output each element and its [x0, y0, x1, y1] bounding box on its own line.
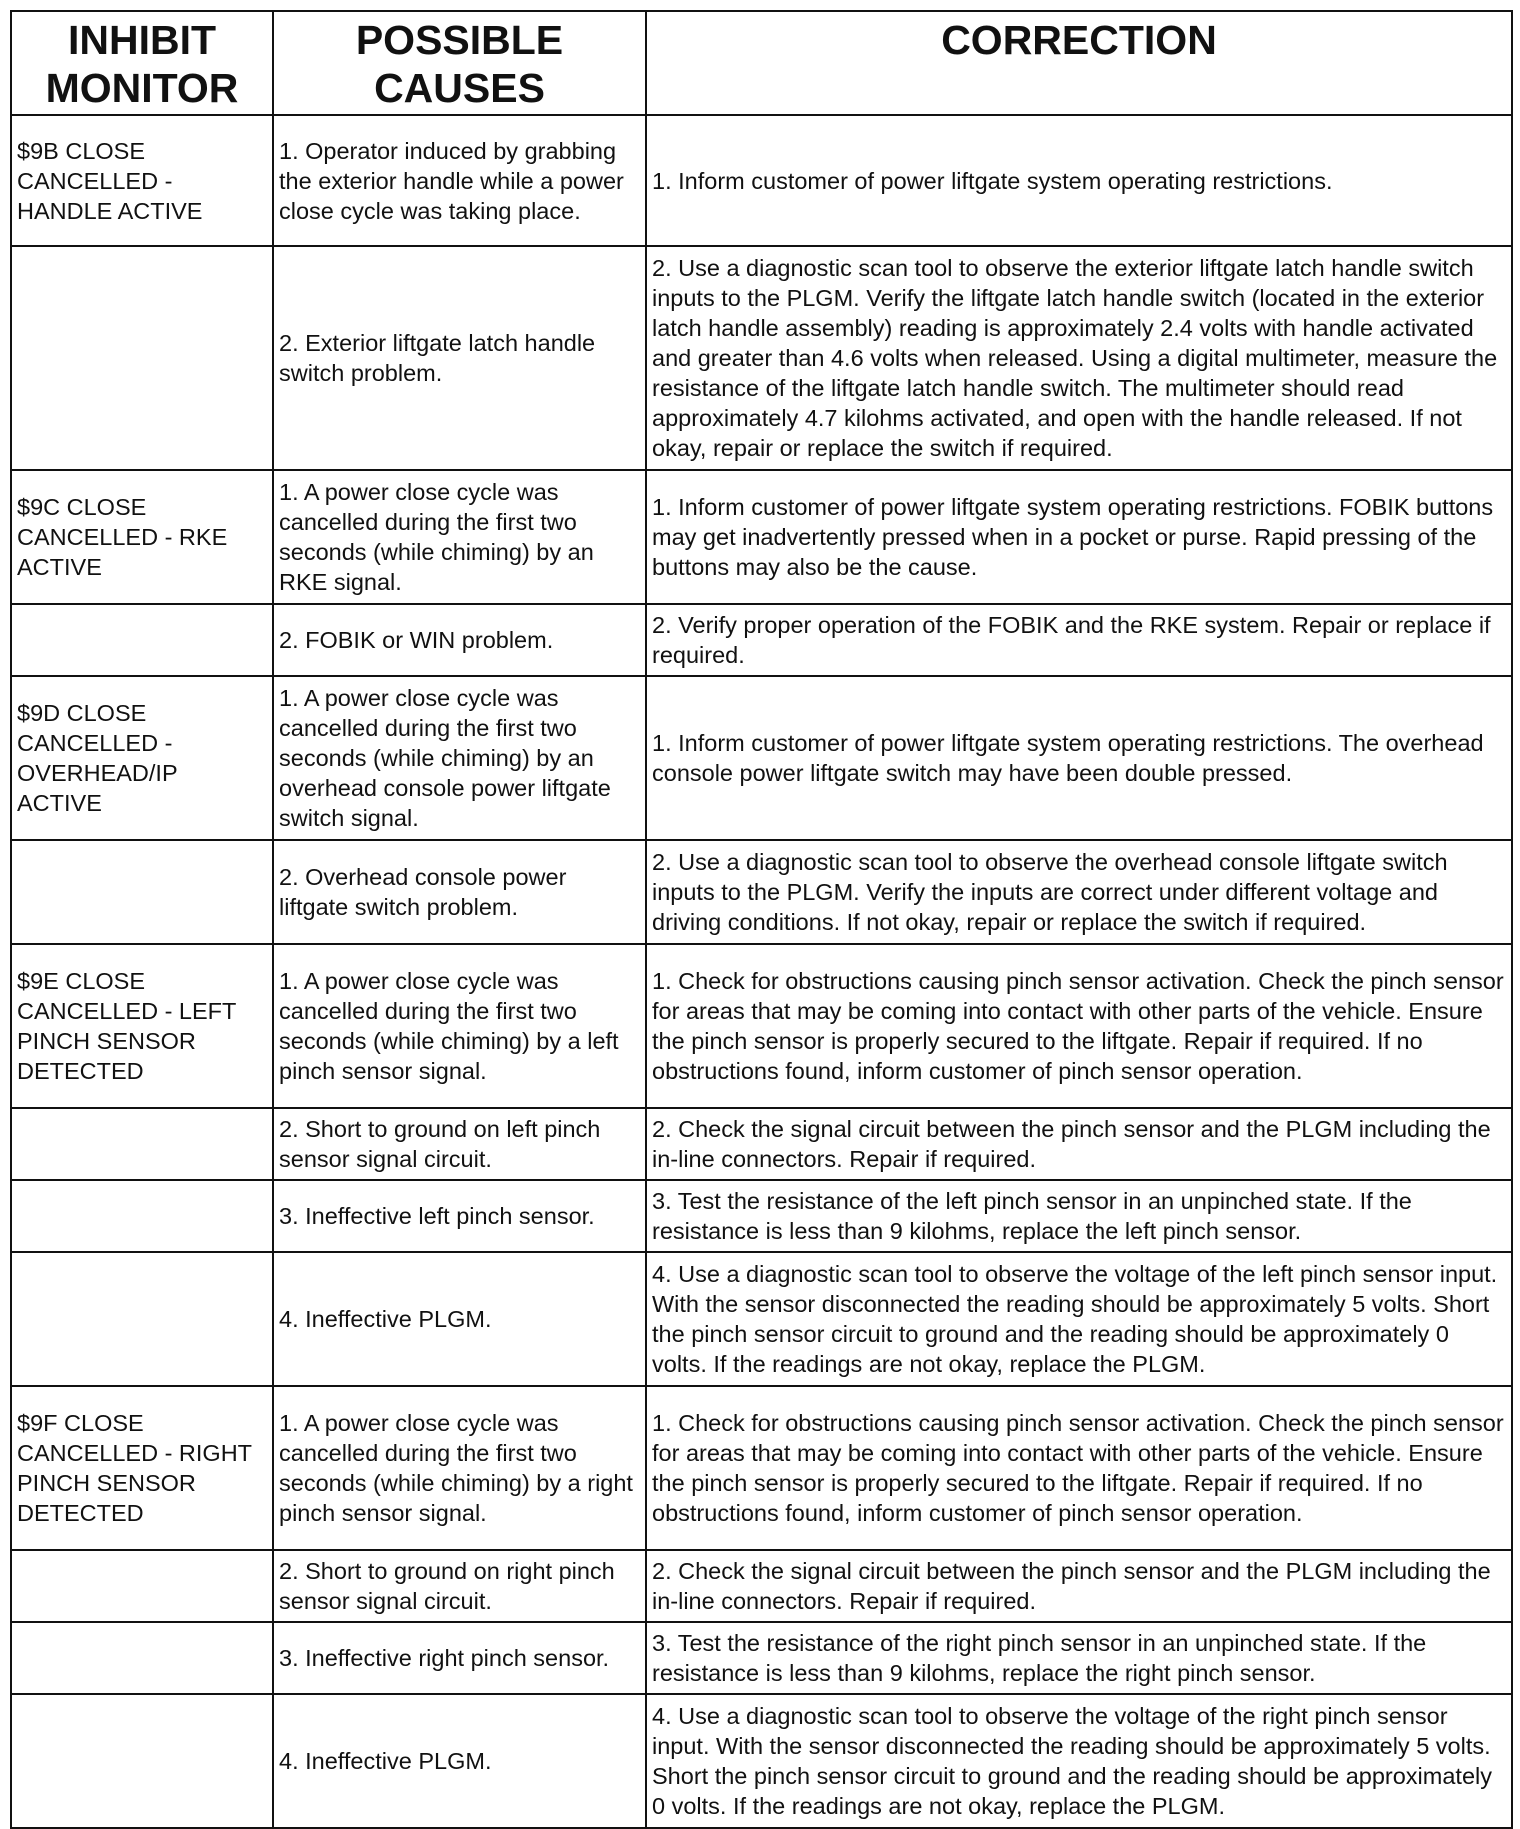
possible-cause-cell: 1. A power close cycle was cancelled during the first two seconds (while chiming) by an RKE signal.	[273, 470, 646, 604]
table-row	[11, 840, 1512, 944]
inhibit-monitor-cell: $9E CLOSE CANCELLED - LEFT PINCH SENSOR DETECTED	[11, 944, 273, 1108]
header-possible-causes: POSSIBLE CAUSES	[273, 11, 646, 115]
table-row	[11, 1622, 1512, 1694]
inhibit-monitor-cell: $9B CLOSE CANCELLED - HANDLE ACTIVE	[11, 115, 273, 246]
possible-cause-cell: 1. A power close cycle was cancelled during the first two seconds (while chiming) by an overhead console power liftgate switch signal.	[273, 676, 646, 840]
inhibit-monitor-cell: $9F CLOSE CANCELLED - RIGHT PINCH SENSOR DETECTED	[11, 1386, 273, 1550]
table-row	[11, 604, 1512, 676]
inhibit-monitor-cell	[11, 1694, 273, 1828]
header-row	[11, 11, 1512, 115]
possible-cause-cell: 2. Overhead console power liftgate switch problem.	[273, 840, 646, 944]
possible-cause-cell: 2. Exterior liftgate latch handle switch problem.	[273, 246, 646, 470]
possible-cause-cell: 1. Operator induced by grabbing the exterior handle while a power close cycle was taking place.	[273, 115, 646, 246]
correction-cell: 4. Use a diagnostic scan tool to observe the voltage of the left pinch sensor input. With the sensor disconnected the reading should be approximately 5 volts. Short the pinch sensor circuit to ground and the reading should be approximately 0 volts. If the readings are not okay, replace the PLGM.	[646, 1252, 1512, 1386]
correction-cell: 2. Check the signal circuit between the pinch sensor and the PLGM including the in-line connectors. Repair if required.	[646, 1550, 1512, 1622]
table-row	[11, 1180, 1512, 1252]
inhibit-monitor-cell	[11, 604, 273, 676]
table-row	[11, 1252, 1512, 1386]
possible-cause-cell: 1. A power close cycle was cancelled during the first two seconds (while chiming) by a left pinch sensor signal.	[273, 944, 646, 1108]
possible-cause-cell: 1. A power close cycle was cancelled during the first two seconds (while chiming) by a right pinch sensor signal.	[273, 1386, 646, 1550]
correction-cell: 1. Inform customer of power liftgate system operating restrictions. The overhead console power liftgate switch may have been double pressed.	[646, 676, 1512, 840]
possible-cause-cell: 4. Ineffective PLGM.	[273, 1694, 646, 1828]
inhibit-monitor-cell	[11, 1622, 273, 1694]
correction-cell: 1. Check for obstructions causing pinch sensor activation. Check the pinch sensor for areas that may be coming into contact with other parts of the vehicle. Ensure the pinch sensor is properly secured to the liftgate. Repair if required. If no obstructions found, inform customer of pinch sensor operation.	[646, 944, 1512, 1108]
header-correction: CORRECTION	[646, 11, 1512, 115]
inhibit-monitor-cell	[11, 1550, 273, 1622]
correction-cell: 1. Check for obstructions causing pinch sensor activation. Check the pinch sensor for areas that may be coming into contact with other parts of the vehicle. Ensure the pinch sensor is properly secured to the liftgate. Repair if required. If no obstructions found, inform customer of pinch sensor operation.	[646, 1386, 1512, 1550]
possible-cause-cell: 2. Short to ground on right pinch sensor signal circuit.	[273, 1550, 646, 1622]
table-row	[11, 246, 1512, 470]
table-row	[11, 470, 1512, 604]
correction-cell: 4. Use a diagnostic scan tool to observe the voltage of the right pinch sensor input. With the sensor disconnected the reading should be approximately 5 volts. Short the pinch sensor circuit to ground and the reading should be approximately 0 volts. If the readings are not okay, replace the PLGM.	[646, 1694, 1512, 1828]
header-inhibit-monitor: INHIBIT MONITOR	[11, 11, 273, 115]
correction-cell: 1. Inform customer of power liftgate system operating restrictions.	[646, 115, 1512, 246]
inhibit-monitor-cell: $9D CLOSE CANCELLED - OVERHEAD/IP ACTIVE	[11, 676, 273, 840]
table-row	[11, 115, 1512, 246]
possible-cause-cell: 3. Ineffective left pinch sensor.	[273, 1180, 646, 1252]
table-row	[11, 1108, 1512, 1180]
correction-cell: 2. Use a diagnostic scan tool to observe the overhead console liftgate switch inputs to the PLGM. Verify the inputs are correct under different voltage and driving conditions. If not okay, repair or replace the switch if required.	[646, 840, 1512, 944]
correction-cell: 2. Verify proper operation of the FOBIK and the RKE system. Repair or replace if required.	[646, 604, 1512, 676]
inhibit-monitor-cell	[11, 1252, 273, 1386]
inhibit-monitor-cell	[11, 840, 273, 944]
possible-cause-cell: 4. Ineffective PLGM.	[273, 1252, 646, 1386]
table-row	[11, 1550, 1512, 1622]
correction-cell: 2. Check the signal circuit between the pinch sensor and the PLGM including the in-line connectors. Repair if required.	[646, 1108, 1512, 1180]
inhibit-monitor-cell: $9C CLOSE CANCELLED - RKE ACTIVE	[11, 470, 273, 604]
table-row	[11, 944, 1512, 1108]
correction-cell: 3. Test the resistance of the left pinch sensor in an unpinched state. If the resistance is less than 9 kilohms, replace the left pinch sensor.	[646, 1180, 1512, 1252]
inhibit-monitor-cell	[11, 246, 273, 470]
possible-cause-cell: 2. Short to ground on left pinch sensor signal circuit.	[273, 1108, 646, 1180]
diagnostic-table	[10, 10, 1513, 1829]
possible-cause-cell: 2. FOBIK or WIN problem.	[273, 604, 646, 676]
possible-cause-cell: 3. Ineffective right pinch sensor.	[273, 1622, 646, 1694]
correction-cell: 2. Use a diagnostic scan tool to observe the exterior liftgate latch handle switch inputs to the PLGM. Verify the liftgate latch handle switch (located in the exterior latch handle assembly) reading is approximately 2.4 volts with handle activated and greater than 4.6 volts when released. Using a digital multimeter, measure the resistance of the liftgate latch handle switch. The multimeter should read approximately 4.7 kilohms activated, and open with the handle released. If not okay, repair or replace the switch if required.	[646, 246, 1512, 470]
table-row	[11, 1694, 1512, 1828]
inhibit-monitor-cell	[11, 1180, 273, 1252]
inhibit-monitor-cell	[11, 1108, 273, 1180]
correction-cell: 1. Inform customer of power liftgate system operating restrictions. FOBIK buttons may get inadvertently pressed when in a pocket or purse. Rapid pressing of the buttons may also be the cause.	[646, 470, 1512, 604]
correction-cell: 3. Test the resistance of the right pinch sensor in an unpinched state. If the resistance is less than 9 kilohms, replace the right pinch sensor.	[646, 1622, 1512, 1694]
table-row	[11, 1386, 1512, 1550]
table-row	[11, 676, 1512, 840]
